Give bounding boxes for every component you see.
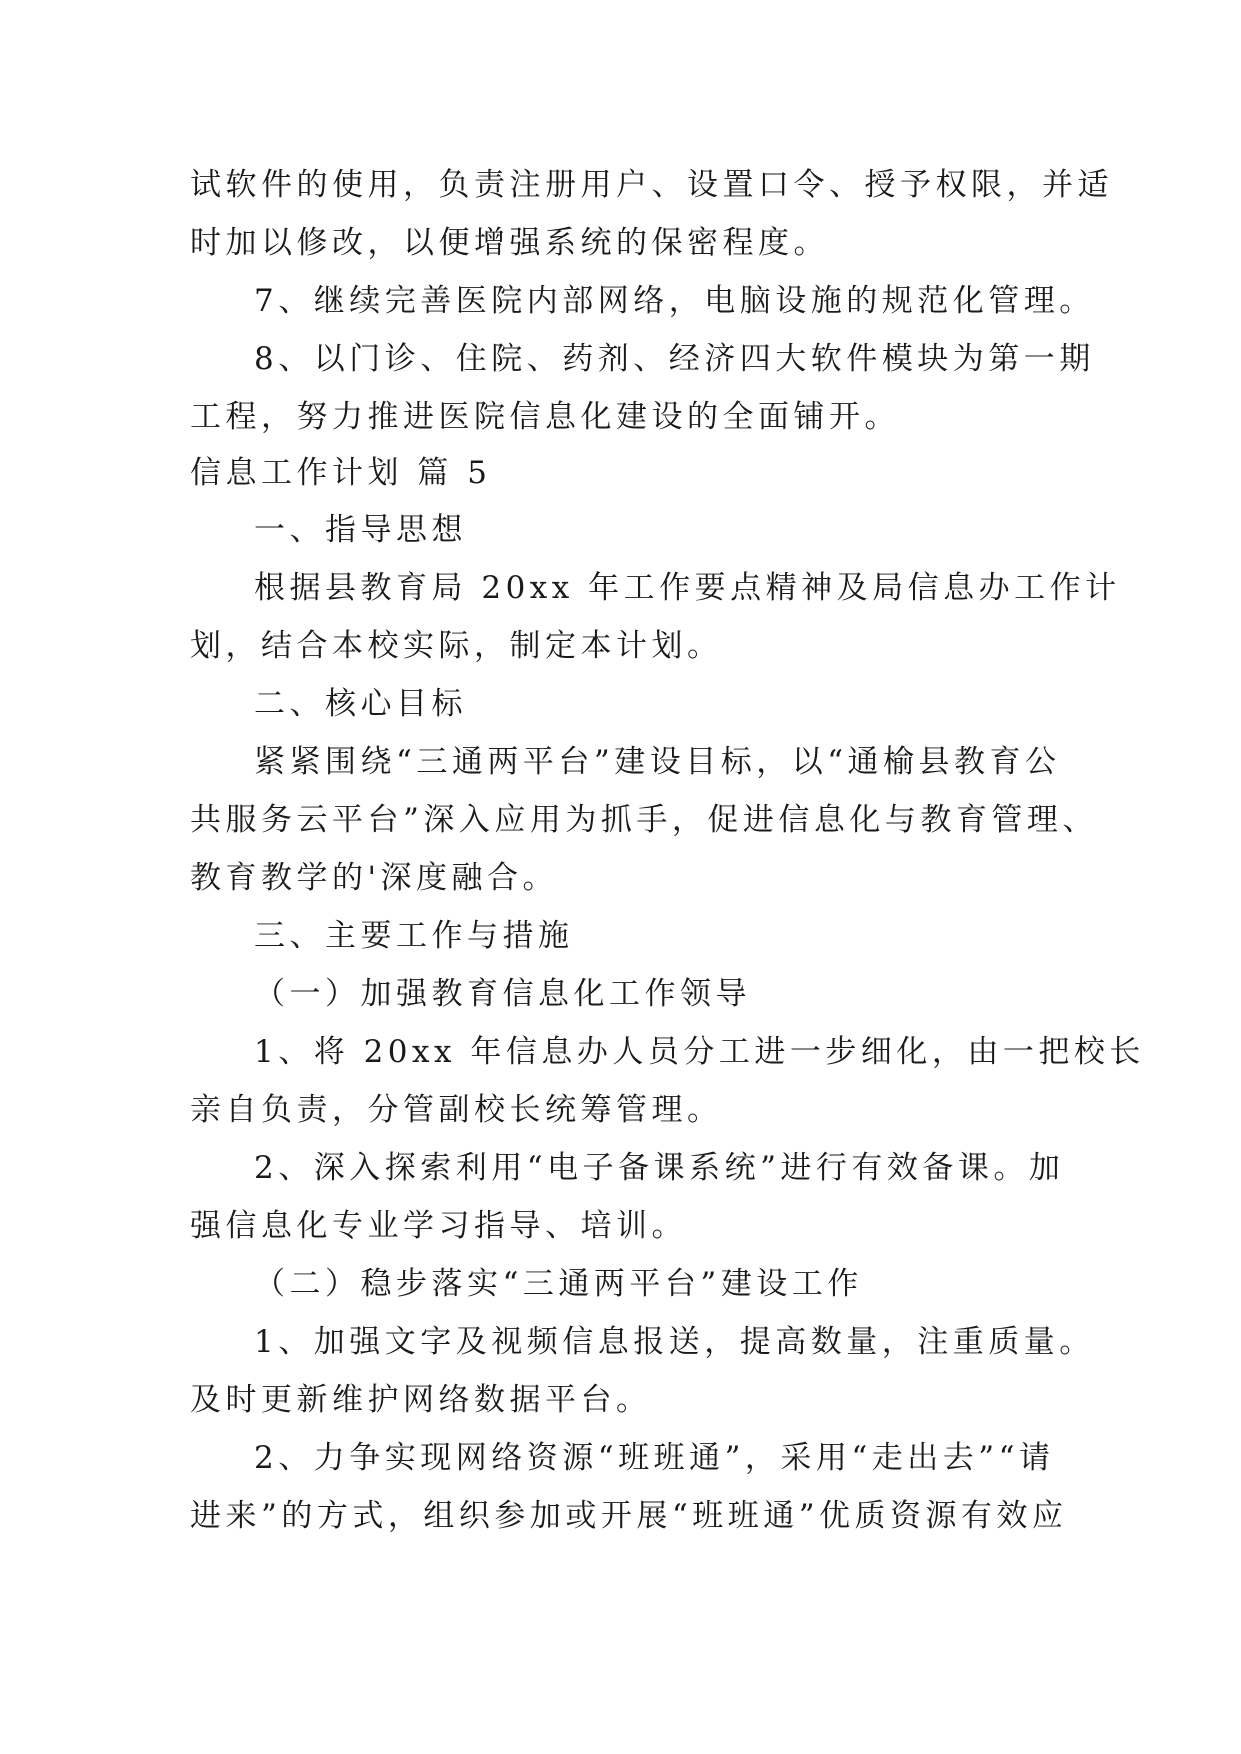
heading-core-goals: 二、核心目标 <box>254 686 467 722</box>
heading-main-work: 三、主要工作与措施 <box>254 918 574 954</box>
body-text-line: 亲自负责，分管副校长统筹管理。 <box>190 1092 723 1128</box>
heading-guiding-ideology: 一、指导思想 <box>254 512 467 548</box>
body-text-line: 教育教学的'深度融合。 <box>190 860 559 896</box>
body-text-line: 工程，努力推进医院信息化建设的全面铺开。 <box>190 399 900 435</box>
body-text-line: 紧紧围绕“三通两平台”建设目标，以“通榆县教育公 <box>254 744 1061 780</box>
body-text-line: 划，结合本校实际，制定本计划。 <box>190 628 723 664</box>
list-item: 1、加强文字及视频信息报送，提高数量，注重质量。 <box>254 1324 1095 1360</box>
subheading: （一）加强教育信息化工作领导 <box>254 976 751 1012</box>
section-title: 信息工作计划 篇 5 <box>190 455 492 491</box>
body-text-line: 时加以修改，以便增强系统的保密程度。 <box>190 225 829 261</box>
body-text-line: 进来”的方式，组织参加或开展“班班通”优质资源有效应 <box>190 1498 1068 1534</box>
list-item: 1、将 20xx 年信息办人员分工进一步细化，由一把校长 <box>254 1034 1145 1070</box>
body-text-line: 根据县教育局 20xx 年工作要点精神及局信息办工作计 <box>254 570 1121 606</box>
list-item: 7、继续完善医院内部网络，电脑设施的规范化管理。 <box>254 283 1095 319</box>
list-item: 2、深入探索利用“电子备课系统”进行有效备课。加 <box>254 1150 1065 1186</box>
subheading: （二）稳步落实“三通两平台”建设工作 <box>254 1266 863 1302</box>
body-text-line: 强信息化专业学习指导、培训。 <box>190 1208 687 1244</box>
body-text-line: 共服务云平台”深入应用为抓手，促进信息化与教育管理、 <box>190 802 1098 838</box>
body-text-line: 及时更新维护网络数据平台。 <box>190 1382 652 1418</box>
list-item: 8、以门诊、住院、药剂、经济四大软件模块为第一期 <box>254 341 1095 377</box>
body-text-line: 试软件的使用，负责注册用户、设置口令、授予权限，并适 <box>190 167 1113 203</box>
list-item: 2、力争实现网络资源“班班通”，采用“走出去”“请 <box>254 1440 1055 1476</box>
